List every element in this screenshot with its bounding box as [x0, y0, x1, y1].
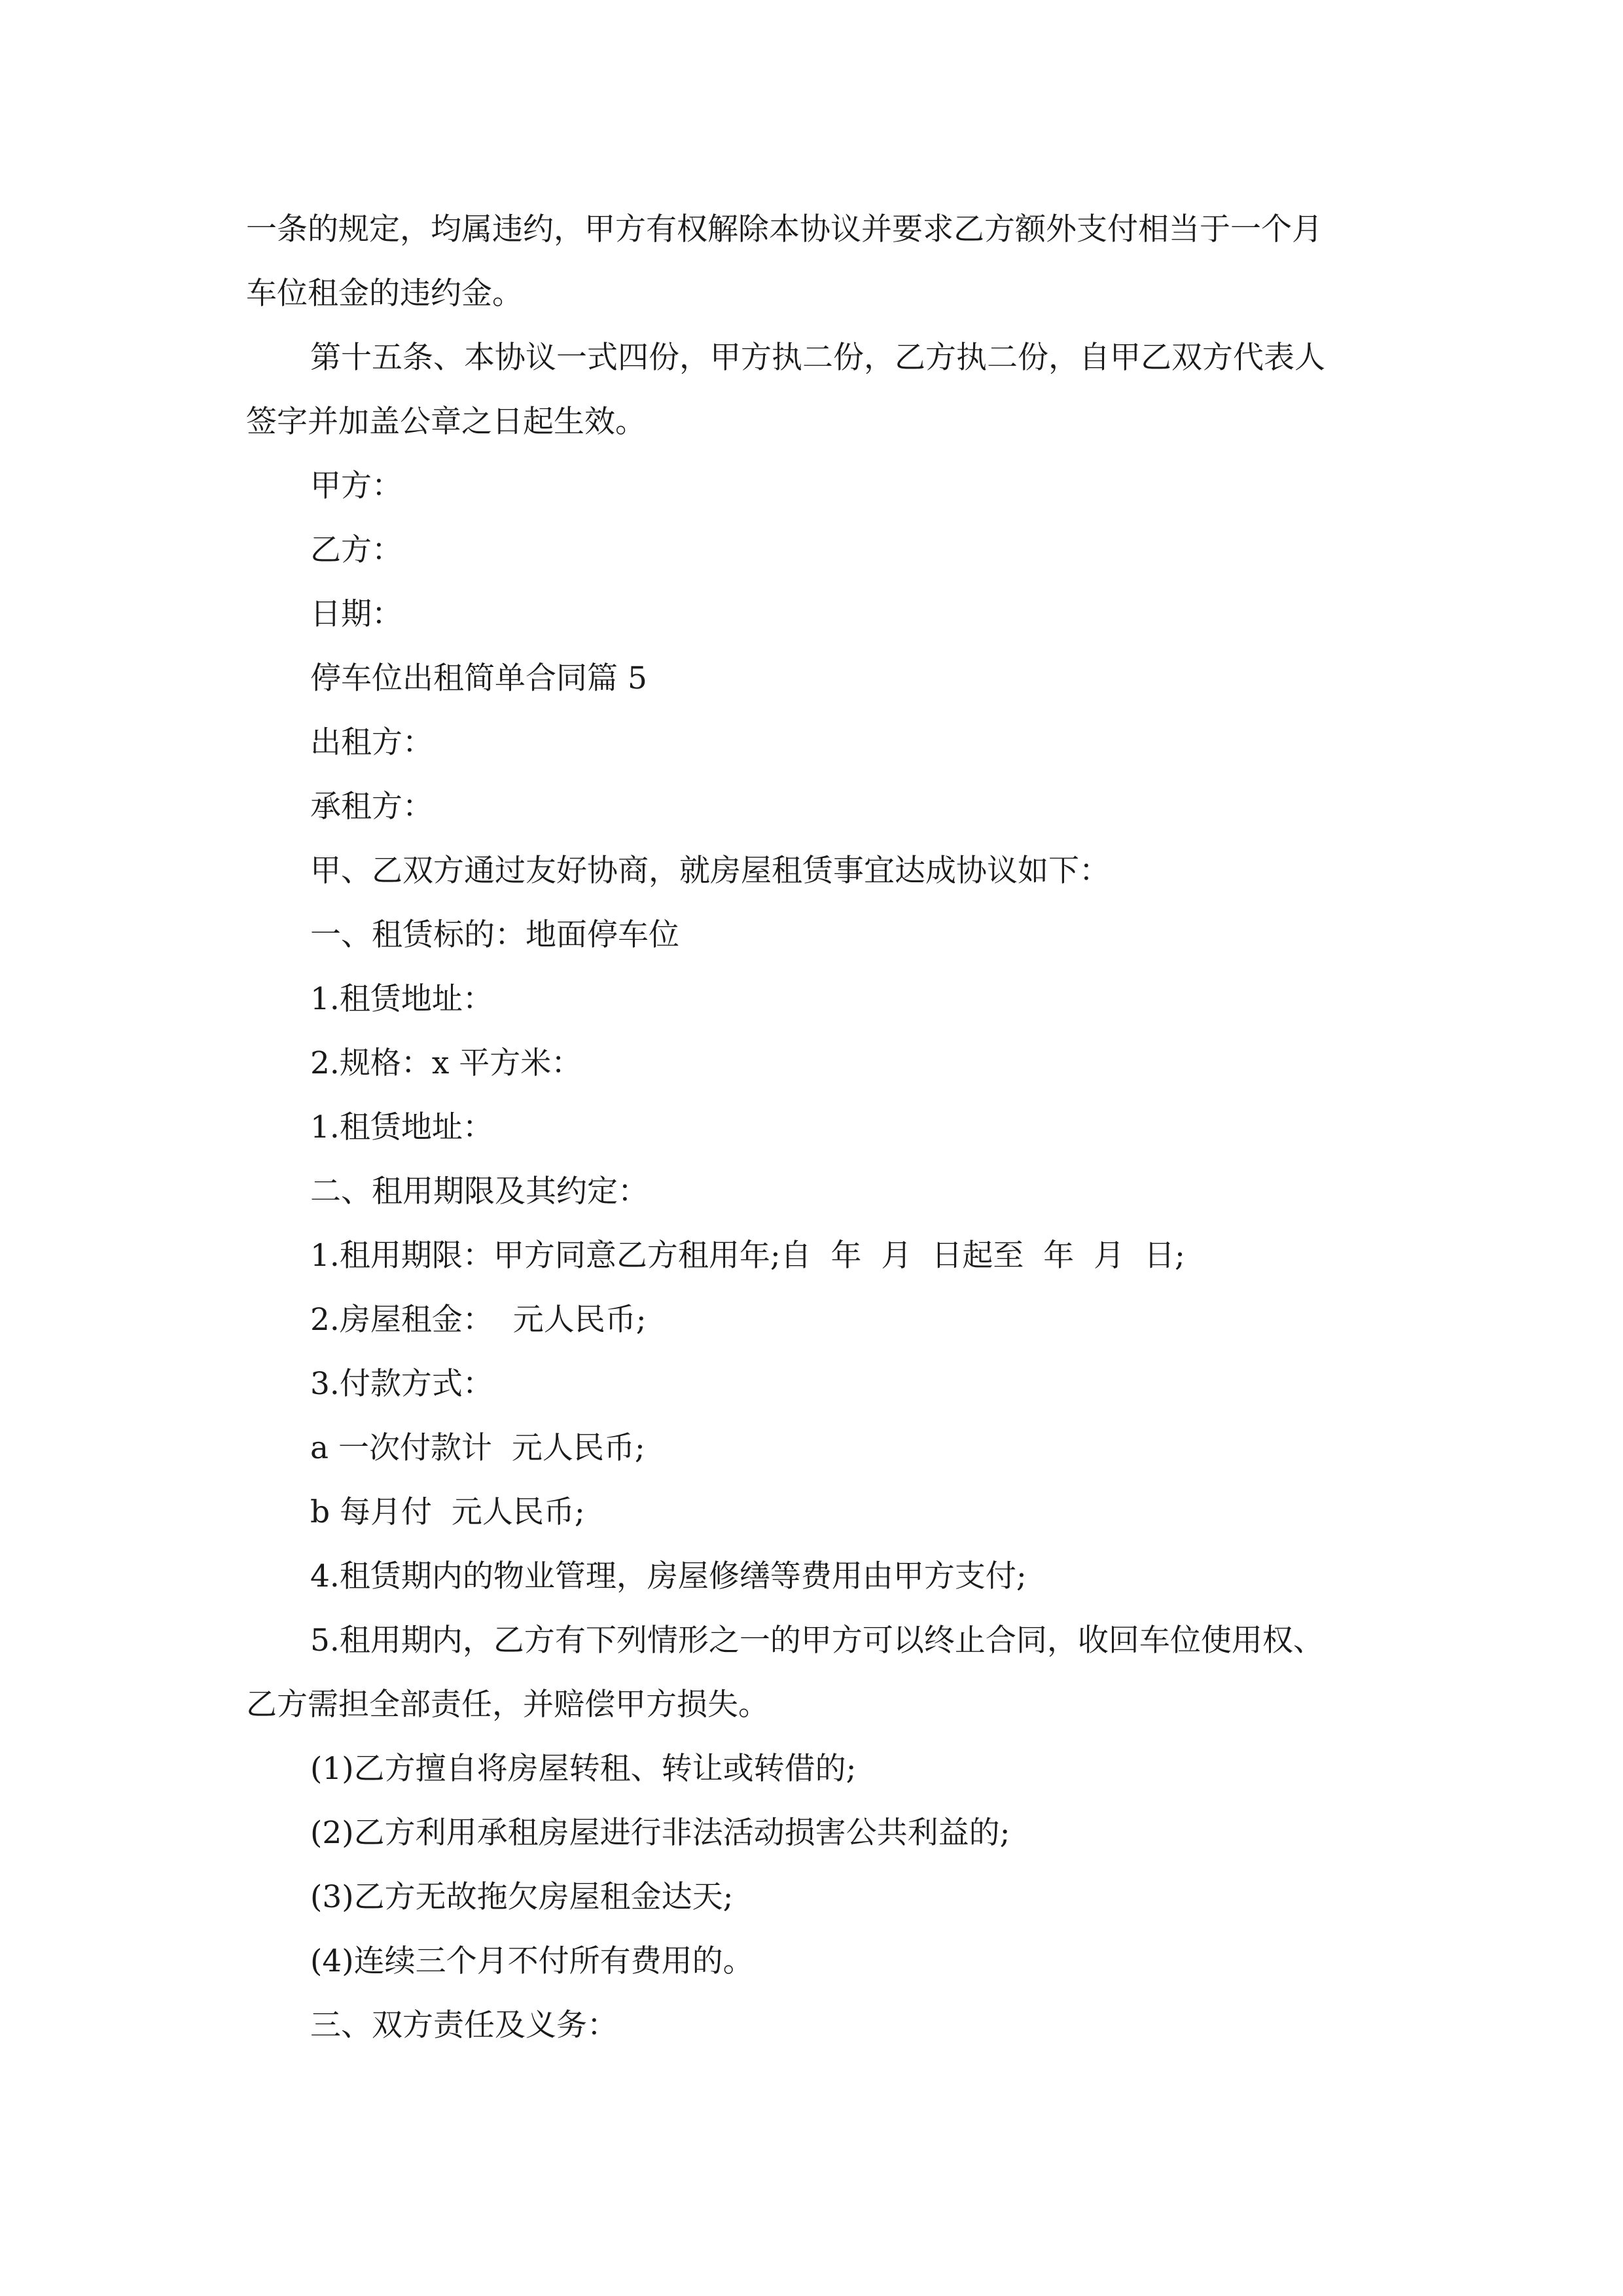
list-item: (3)乙方无故拖欠房屋租金达天; — [310, 1879, 734, 1915]
text-line: 签字并加盖公章之日起生效。 — [246, 404, 646, 440]
heading-lease-term: 二、租用期限及其约定： — [310, 1174, 649, 1210]
section-title: 停车位出租简单合同篇 5 — [310, 660, 647, 696]
document-body — [246, 198, 1411, 2058]
signature-party-a: 甲方： — [310, 468, 402, 504]
lessee-field: 承租方： — [310, 789, 433, 825]
list-item: (4)连续三个月不付所有费用的。 — [310, 1943, 754, 1979]
signature-date: 日期： — [310, 596, 402, 632]
list-item: (2)乙方利用承租房屋进行非法活动损害公共利益的; — [310, 1815, 1010, 1851]
heading-responsibilities: 三、双方责任及义务： — [310, 2007, 618, 2043]
list-item: 1.租赁地址： — [310, 981, 493, 1017]
list-item: 4.租赁期内的物业管理，房屋修缮等费用由甲方支付; — [310, 1558, 1027, 1594]
list-item: a 一次付款计 元人民币; — [310, 1430, 645, 1466]
heading-lease-subject: 一、租赁标的：地面停车位 — [310, 917, 679, 953]
list-item: 1.租用期限：甲方同意乙方租用年;自 年 月 日起至 年 月 日; — [310, 1238, 1185, 1274]
list-item: (1)乙方擅自将房屋转租、转让或转借的; — [310, 1751, 857, 1787]
list-item: 1.租赁地址： — [310, 1109, 493, 1145]
lessor-field: 出租方： — [310, 725, 433, 761]
text-line: 一条的规定，均属违约，甲方有权解除本协议并要求乙方额外支付相当于一个月 — [246, 211, 1323, 247]
text-line: 乙方需担全部责任，并赔偿甲方损失。 — [246, 1687, 769, 1723]
intro-paragraph: 甲、乙双方通过友好协商，就房屋租赁事宜达成协议如下： — [310, 853, 1110, 889]
text-line: 车位租金的违约金。 — [246, 276, 523, 312]
list-item: b 每月付 元人民币; — [310, 1494, 585, 1530]
signature-party-b: 乙方： — [310, 532, 402, 568]
list-item: 2.房屋租金： 元人民币; — [310, 1302, 647, 1338]
clause-15: 第十五条、本协议一式四份，甲方执二份，乙方执二份，自甲乙双方代表人 — [310, 340, 1325, 376]
list-item: 2.规格：x 平方米： — [310, 1045, 582, 1081]
list-item: 3.付款方式： — [310, 1366, 493, 1402]
list-item: 5.租用期内，乙方有下列情形之一的甲方可以终止合同，收回车位使用权、 — [310, 1623, 1324, 1659]
